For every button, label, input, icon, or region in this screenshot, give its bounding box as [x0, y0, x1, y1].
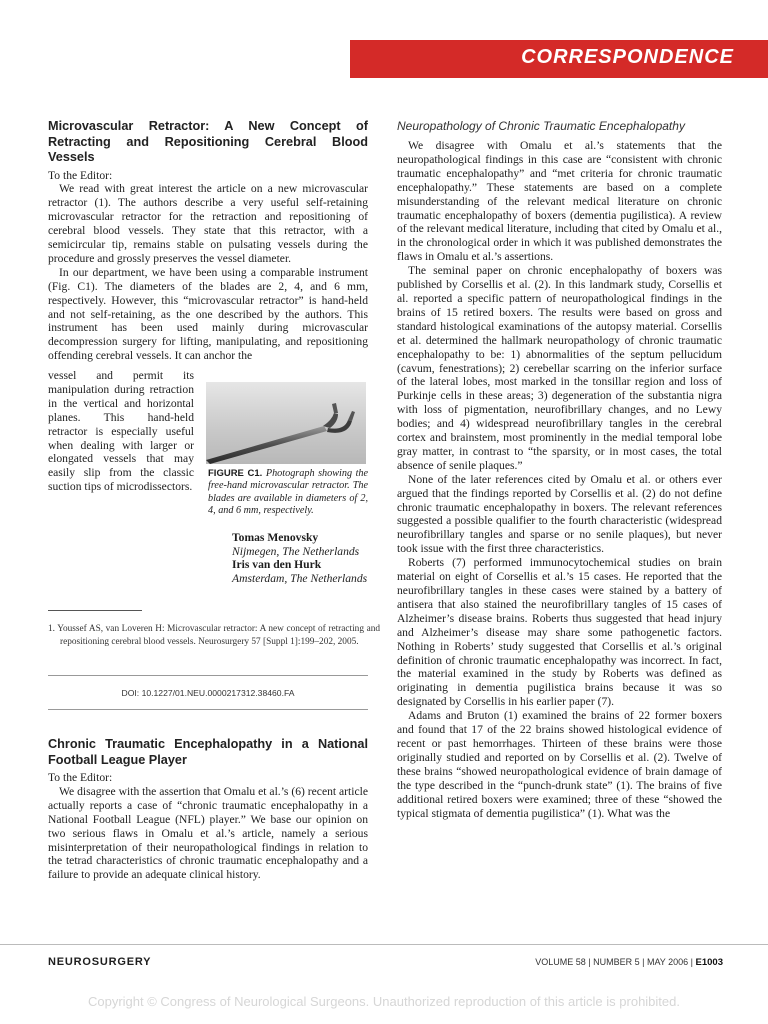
- figure-c1-photo: [206, 382, 366, 464]
- figure-c1-caption-text: Photograph showing the free-hand microvascular retractor. The blades are available in diameters of 2, 4, and 6 mm, respectively.: [208, 468, 369, 517]
- article1-salutation: To the Editor:: [48, 168, 113, 182]
- doi-text: DOI: 10.1227/01.NEU.0000217312.38460.FA: [121, 688, 295, 698]
- article1-title: Microvascular Retractor: A New Concept of Retracting and Repositioning Cerebral Blood Vessels: [48, 119, 368, 164]
- right-para3: None of the later references cited by Omalu et al. or others ever argued that the findings reported by Corsellis et al. (2) do not define chronic traumatic encephalopathy in boxers. The relevant references suggested a possible qualifier to the fourth characteristic (widespread neurofibrillary tangles and sparse or no senile plaques), but never took issue with the first three characteristics.: [397, 472, 722, 556]
- article1: [48, 119, 368, 363]
- retractor-illustration: [206, 382, 366, 464]
- issue-info: [450, 957, 723, 968]
- article1-para2-cont: vessel and permit its manipulation during retraction in the vertical and horizontal planes. This hand-held retractor is especially useful when dealing with larger or elongated vessels that may easily slip from the classic suction tips of microdissectors.: [48, 369, 194, 494]
- right-column: [397, 139, 722, 820]
- author1-name: Tomas Menovsky: [232, 531, 319, 544]
- right-para2: The seminal paper on chronic encephalopathy of boxers was published by Corsellis et al. (2). In this landmark study, Corsellis et al. reported a specific pattern of neuropathological findings in the brains of 15 retired boxers. The results were based on gross and standard histological examinations of the autopsy material. Corsellis et al. determined the hallmark neuropathology of chronic traumatic encephalopathy to be: 1) abnormalities of the septum pellucidum (cavum, fenestrations); 2) cerebellar scarring on the inferior surface of the lateral lobes, most marked in the tonsillar region and loss of Purkinje cells in these areas; 3) degeneration of the substantia nigra with loss of pigmentation, neurofibrillary changes, and no Lewy bodies; and 4) widespread neurofibrillary tangles in the cerebral cortex and brainstem, most prominently in the medial temporal lobe gray matter, in contrast to “the sparsity, or in most cases, the total absence of senile plaques.”: [397, 264, 722, 472]
- article1-para2-wrap: [48, 369, 194, 494]
- article1-para1: We read with great interest the article on a new microvascular retractor (1). The authors describe a very useful self-retaining microvascular retractor for the retraction and repositioning of cerebral blood vessels. They state that this retractor, with a semicircular tip, remains stable on pulsating vessels during the procedure and grossly preserves the vessel diameter.: [48, 182, 368, 265]
- journal-logo: NEUROSURGERY: [48, 956, 152, 968]
- section-header-bar: [350, 40, 768, 78]
- article1-para2: In our department, we have been using a comparable instrument (Fig. C1). The diameters of the blades are 2, 4, and 6 mm, respectively. However, this “microvascular retractor” is hand-held and not self-retaining, as the one described by the authors. This instrument has been used mainly during microvascular decompression surgery for lifting, manipulating, and repositioning offending cerebral vessels. It can anchor the: [48, 265, 368, 363]
- footer-rule: [0, 944, 768, 945]
- right-para4: Roberts (7) performed immunocytochemical studies on brain material on eight of Corsellis et al.’s 15 cases. He reported that the neurofibrillary tangles in these cases were stained by a battery of antisera that also stained the neurofibrillary tangles of 15 cases of Alzheimer’s disease brains. Roberts thus suggested that head injury and Alzheimer’s disease may share some pathogenetic factors. Nothing in Roberts’ study suggested that Corsellis et al.’s original definition of chronic traumatic encephalopathy was incorrect. In fact, the material examined in the study by Roberts was defined as originating in dementia pugilistica brains because it was so designated by Corsellis in his earlier paper (7).: [397, 556, 722, 709]
- article2: [48, 737, 368, 882]
- copyright-watermark: Copyright © Congress of Neurological Surgeons. Unauthorized reproduction of this article is prohibited.: [87, 994, 680, 1009]
- article2-salutation: To the Editor:: [48, 771, 113, 784]
- reference-1: 1. Youssef AS, van Loveren H: Microvascular retractor: A new concept of retracting and repositioning cerebral blood vessels. Neurosurgery 57 [Suppl 1]:199–202, 2005.: [48, 624, 380, 647]
- figure-c1-caption: [208, 468, 368, 518]
- right-para5: Adams and Bruton (1) examined the brains of 22 former boxers and found that 17 of the 22 brains showed histological evidence of recent or past hemorrhages. Thirteen of these brains were those originally studied and reported on by Corsellis et al. (2). Twelve of these brains “showed neuropathological evidence of brain damage of the type described in the “punch-drunk state” (1). The brains of five additional retired boxers were examined; three of these “showed the typical stigmata of dementia pugilistica” (1). What was the: [397, 709, 722, 820]
- author2-affiliation: Amsterdam, The Netherlands: [232, 571, 368, 585]
- doi-rule-bottom: [48, 709, 368, 710]
- signature-block: [232, 531, 367, 585]
- right-para1: We disagree with Omalu et al.’s statements that the neuropathological findings in this case are “consistent with chronic traumatic encephalopathy” and “met criteria for chronic traumatic encephalopathy.” These statements are based on a complete misunderstanding of the relevant medical literature on chronic traumatic encephalopathy of boxers (dementia pugilistica). A review of the relevant medical literature, including that cited by Omalu et al., in the chronological order in which it was published demonstrates the flaws in Omalu et al.’s assertions.: [397, 139, 722, 264]
- author2-name: Iris van den Hurk: [232, 558, 322, 571]
- article2-title: Chronic Traumatic Encephalopathy in a National Football League Player: [48, 737, 368, 767]
- article2-subheading: Neuropathology of Chronic Traumatic Encephalopathy: [397, 119, 685, 133]
- section-label: CORRESPONDENCE: [521, 46, 734, 68]
- doi-rule-top: [48, 675, 368, 676]
- author1-affiliation: Nijmegen, The Netherlands: [232, 544, 360, 558]
- issue-text: VOLUME 58 | NUMBER 5 | MAY 2006 |: [535, 957, 693, 967]
- figure-c1-label: FIGURE C1.: [208, 468, 263, 479]
- footnote-rule: [48, 610, 142, 611]
- page-number: E1003: [695, 957, 723, 968]
- article2-para1: We disagree with the assertion that Omalu et al.’s (6) recent article actually reports a case of “chronic traumatic encephalopathy in a National Football League (NFL) player.” We base our opinion on two serious flaws in Omalu et al.’s article, namely a serious misinterpretation of their neuropathological findings in relation to the tetrad characteristics of chronic traumatic encephalopathy and a failure to provide an adequate clinical history.: [48, 784, 368, 882]
